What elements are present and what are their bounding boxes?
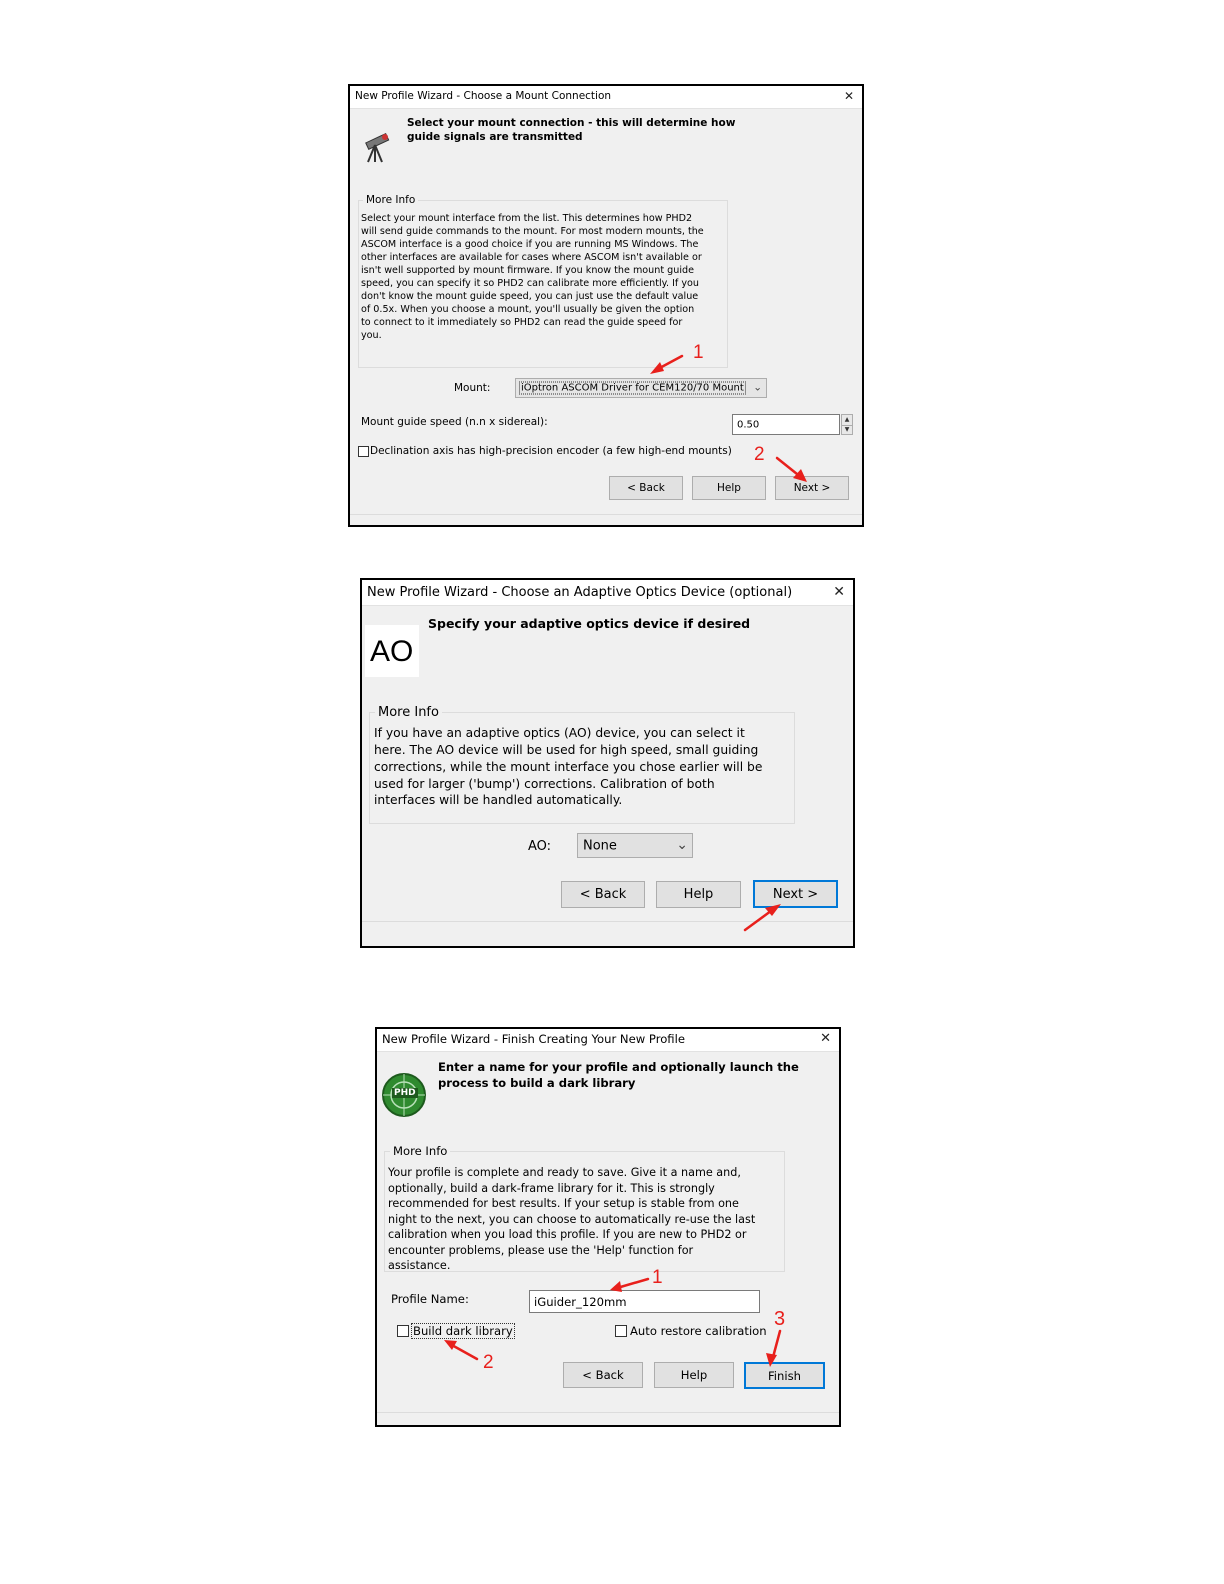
more-info-text: Your profile is complete and ready to save. Give it a name and, optionally, build a dark-frame library for it. This is strongly recommended for best results. If your setup is stable from one night to the next, you can choose to automatically re-use the last calibration when you load this profile. If you are new to PHD2 or encounter problems, please use the 'Help' function for assistance. xyxy=(388,1166,756,1273)
dialog-heading: Enter a name for your profile and optionally launch the process to build a dark library xyxy=(438,1060,799,1090)
annotation-number: 2 xyxy=(483,1352,494,1373)
build-dark-library-label[interactable]: Build dark library xyxy=(413,1324,513,1338)
phd-logo-text: PHD xyxy=(394,1088,416,1098)
spin-up-icon[interactable]: ▲ xyxy=(842,415,852,426)
annotation-number: 1 xyxy=(693,342,704,363)
auto-restore-calibration-label[interactable]: Auto restore calibration xyxy=(630,1324,767,1338)
ao-select-value: None xyxy=(583,838,617,853)
back-button[interactable]: < Back xyxy=(563,1362,643,1388)
annotation-number: 3 xyxy=(774,1308,786,1330)
mount-select[interactable] xyxy=(515,378,767,398)
build-dark-library-checkbox[interactable] xyxy=(397,1325,409,1337)
annotation-number: 1 xyxy=(652,1267,663,1288)
ao-select[interactable] xyxy=(577,833,693,858)
back-button[interactable]: < Back xyxy=(561,881,645,908)
more-info-group xyxy=(384,1144,785,1273)
status-strip xyxy=(350,514,862,525)
ao-icon-text: AO xyxy=(370,635,414,668)
more-info-text: If you have an adaptive optics (AO) device, you can select it here. The AO device will be used for high speed, small guiding corrections, while the mount interface you chose earlier will be used for larger ('bump') corrections. Calibration of both interfaces will be handled automatically. xyxy=(374,726,763,808)
help-button[interactable]: Help xyxy=(654,1362,734,1388)
title-bar xyxy=(362,580,853,606)
profile-name-input[interactable] xyxy=(529,1290,760,1313)
guide-speed-value: 0.50 xyxy=(737,419,760,430)
back-button[interactable]: < Back xyxy=(609,476,683,500)
more-info-group xyxy=(358,194,728,368)
phd-logo-icon xyxy=(381,1072,427,1118)
guide-speed-input[interactable] xyxy=(732,414,840,435)
more-info-group xyxy=(369,705,795,824)
dialog-heading: Select your mount connection - this will determine how guide signals are transmitted xyxy=(407,117,736,143)
guide-speed-label: Mount guide speed (n.n x sidereal): xyxy=(361,416,548,428)
mount-label: Mount: xyxy=(454,382,491,394)
next-button[interactable]: Next > xyxy=(753,880,838,908)
help-button[interactable]: Help xyxy=(692,476,766,500)
adaptive-optics-dialog xyxy=(360,578,855,948)
more-info-label: More Info xyxy=(390,1144,450,1158)
spin-down-icon[interactable]: ▼ xyxy=(844,425,850,433)
annotation-number: 2 xyxy=(754,444,765,465)
guide-speed-spinner[interactable] xyxy=(841,414,853,435)
title-bar xyxy=(377,1029,839,1052)
dialog-title: New Profile Wizard - Choose an Adaptive Optics Device (optional) xyxy=(367,585,793,600)
dialog-title: New Profile Wizard - Choose a Mount Connection xyxy=(355,90,612,102)
mount-connection-dialog xyxy=(348,84,864,527)
close-icon[interactable]: ✕ xyxy=(820,1031,831,1046)
dialog-title: New Profile Wizard - Finish Creating Your New Profile xyxy=(382,1032,685,1046)
declination-encoder-checkbox[interactable] xyxy=(358,446,369,457)
close-icon[interactable]: ✕ xyxy=(833,584,845,600)
ao-label: AO: xyxy=(528,839,552,854)
profile-name-label: Profile Name: xyxy=(391,1292,469,1306)
help-button[interactable]: Help xyxy=(656,881,741,908)
auto-restore-calibration-checkbox[interactable] xyxy=(615,1325,627,1337)
telescope-icon xyxy=(360,132,394,164)
more-info-label: More Info xyxy=(363,194,418,206)
mount-select-value: iOptron ASCOM Driver for CEM120/70 Mount xyxy=(521,382,744,394)
finish-profile-dialog xyxy=(375,1027,841,1427)
next-button[interactable]: Next > xyxy=(775,476,849,500)
dialog-heading: Specify your adaptive optics device if desired xyxy=(428,616,751,631)
status-strip xyxy=(377,1412,839,1425)
chevron-down-icon: ⌄ xyxy=(753,381,762,394)
chevron-down-icon: ⌄ xyxy=(676,836,688,853)
profile-name-value: iGuider_120mm xyxy=(534,1294,627,1309)
finish-button[interactable]: Finish xyxy=(744,1362,825,1389)
more-info-label: More Info xyxy=(375,705,442,720)
more-info-text: Select your mount interface from the list. This determines how PHD2 will send guide commands to the mount. For most modern mounts, the ASCOM interface is a good choice if you are running MS Windows. The other interfaces are available for cases where ASCOM isn't available or isn't well supported by mount firmware. If you know the mount guide speed, you can specify it so PHD2 can calibrate more efficiently. If you don't know the mount guide speed, you can just use the default value of 0.5x. When you choose a mount, you'll usually be given the option to connect to it immediately so PHD2 can read the guide speed for you. xyxy=(361,213,704,342)
ao-icon xyxy=(365,625,419,677)
declination-encoder-label[interactable]: Declination axis has high-precision encoder (a few high-end mounts) xyxy=(370,445,732,457)
close-icon[interactable]: ✕ xyxy=(843,89,854,103)
status-strip xyxy=(362,921,853,946)
title-bar xyxy=(350,86,862,109)
